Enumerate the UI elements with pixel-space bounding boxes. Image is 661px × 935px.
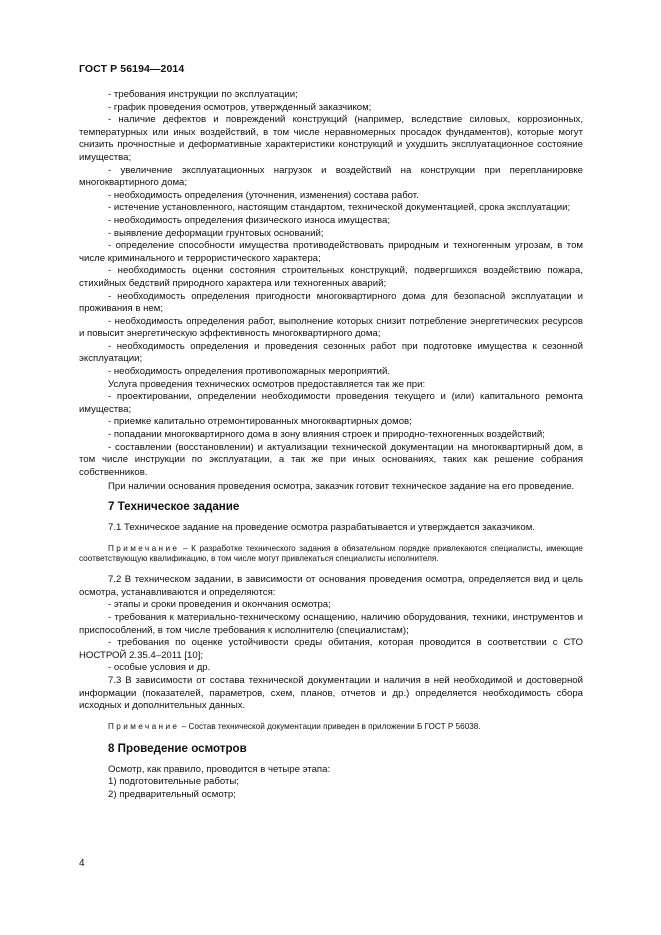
page-number: 4 — [79, 858, 85, 869]
body-paragraph: - проектировании, определении необходимости проведения текущего и (или) капитального ремонта имущества; — [79, 391, 583, 415]
note-label: Примечание — [108, 721, 180, 731]
body-paragraph: - особые условия и др. — [108, 662, 211, 674]
body-paragraph: - попадании многоквартирного дома в зону влияния строек и природно-техногенных воздействий; — [108, 429, 545, 441]
body-paragraph: - график проведения осмотров, утвержденный заказчиком; — [108, 101, 372, 113]
body-paragraph: - увеличение эксплуатационных нагрузок и воздействий на конструкции при перепланировке многоквартирного дома; — [79, 164, 583, 189]
body-paragraph: При наличии основания проведения осмотра, заказчик готовит техническое задание на его проведение. — [108, 481, 575, 493]
standard-header: ГОСТ Р 56194—2014 — [79, 63, 185, 75]
body-paragraph: - выявление деформации грунтовых оснований; — [108, 227, 324, 239]
body-paragraph: - необходимость определения и проведения сезонных работ при подготовке имущества к сезонной эксплуатации; — [79, 340, 583, 365]
body-paragraph: - приемке капитально отремонтированных многоквартирных домов; — [108, 416, 412, 428]
body-paragraph: 7.2 В техническом задании, в зависимости от основания проведения осмотра, определяется вид и цель осмотра, устанавливаются и определяются: — [79, 574, 583, 598]
body-paragraph: - этапы и сроки проведения и окончания осмотра; — [108, 599, 331, 611]
body-paragraph: Услуга проведения технических осмотров предоставляется так же при: — [108, 378, 426, 390]
body-paragraph: - необходимость определения физического износа имущества; — [108, 214, 391, 226]
section-heading: 8 Проведение осмотров — [108, 741, 247, 755]
body-paragraph: Осмотр, как правило, проводится в четыре этапа: — [108, 763, 331, 775]
body-paragraph: - требования по оценке устойчивости среды обитания, которая проводится в соответствии с СТО НОСТРОЙ 2.35.4–2011 [10]; — [79, 637, 583, 661]
body-paragraph: - требования инструкции по эксплуатации; — [108, 89, 298, 100]
body-paragraph: - наличие дефектов и повреждений конструкций (например, вследствие силовых, коррозионных, температурных или иных воздействий, в том числе неравномерных просадок фундаментов), которые могут снизить прочностные и деформативные характеристики конструкций и ухудшить эксплуатационное состояние имущества; — [79, 114, 583, 163]
body-paragraph: - необходимость определения противопожарных мероприятий. — [108, 366, 390, 378]
body-paragraph: - необходимость определения пригодности многоквартирного дома для безопасной эксплуатации и проживания в нем; — [79, 290, 583, 315]
section-heading: 7 Техническое задание — [108, 500, 240, 513]
note-label: Примечание — [108, 543, 180, 553]
body-paragraph: 7.1 Техническое задание на проведение осмотра разрабатывается и утверждается заказчиком. — [108, 522, 535, 533]
body-paragraph: - необходимость определения работ, выполнение которых снизит потребление энергетических ресурсов и повысит энергетическую эффективность многоквартирного дома; — [79, 315, 583, 340]
body-paragraph: - определение способности имущества противодействовать природным и техногенным угрозам, в том числе криминального и террористического характера; — [79, 240, 583, 264]
note-paragraph — [79, 722, 583, 733]
note-text: – Состав технической документации приведен в приложении Б ГОСТ Р 56038. — [179, 721, 481, 731]
body-paragraph: 2) предварительный осмотр; — [108, 788, 236, 800]
body-paragraph: 7.3 В зависимости от состава технической документации и наличия в ней необходимой и достоверной информации (показателей, параметров, схем, планов, отчетов и др.) определяется необходимость сбора исходных и дополнительных данных. — [79, 674, 583, 712]
body-paragraph: - составлении (восстановлении) и актуализации технической документации на многоквартирный дом, в том числе инструкции по эксплуатации, а так же при иных основаниях, таких как решение собрания собственников. — [79, 441, 583, 478]
document-body — [79, 89, 583, 801]
body-paragraph: - необходимость оценки состояния строительных конструкций, подвергшихся воздействию пожара, стихийных бедствий природного характера или техногенных аварий; — [79, 265, 583, 289]
note-text: – К разработке технического задания в обязательном порядке привлекаются специалисты, имеющие соответствующую квалификацию, в том числе могут привлекаться специалисты исполнителя. — [79, 543, 583, 564]
body-paragraph: 1) подготовительные работы; — [108, 776, 239, 788]
body-paragraph: - истечение установленного, настоящим стандартом, технической документацией, срока эксплуатации; — [108, 202, 571, 214]
note-paragraph — [79, 544, 583, 566]
body-paragraph: - требования к материально-техническому оснащению, наличию оборудования, техники, инструментов и приспособлений, в том числе требования к исполнителю (специалистам); — [79, 611, 583, 636]
body-paragraph: - необходимость определения (уточнения, изменения) состава работ. — [108, 189, 419, 201]
